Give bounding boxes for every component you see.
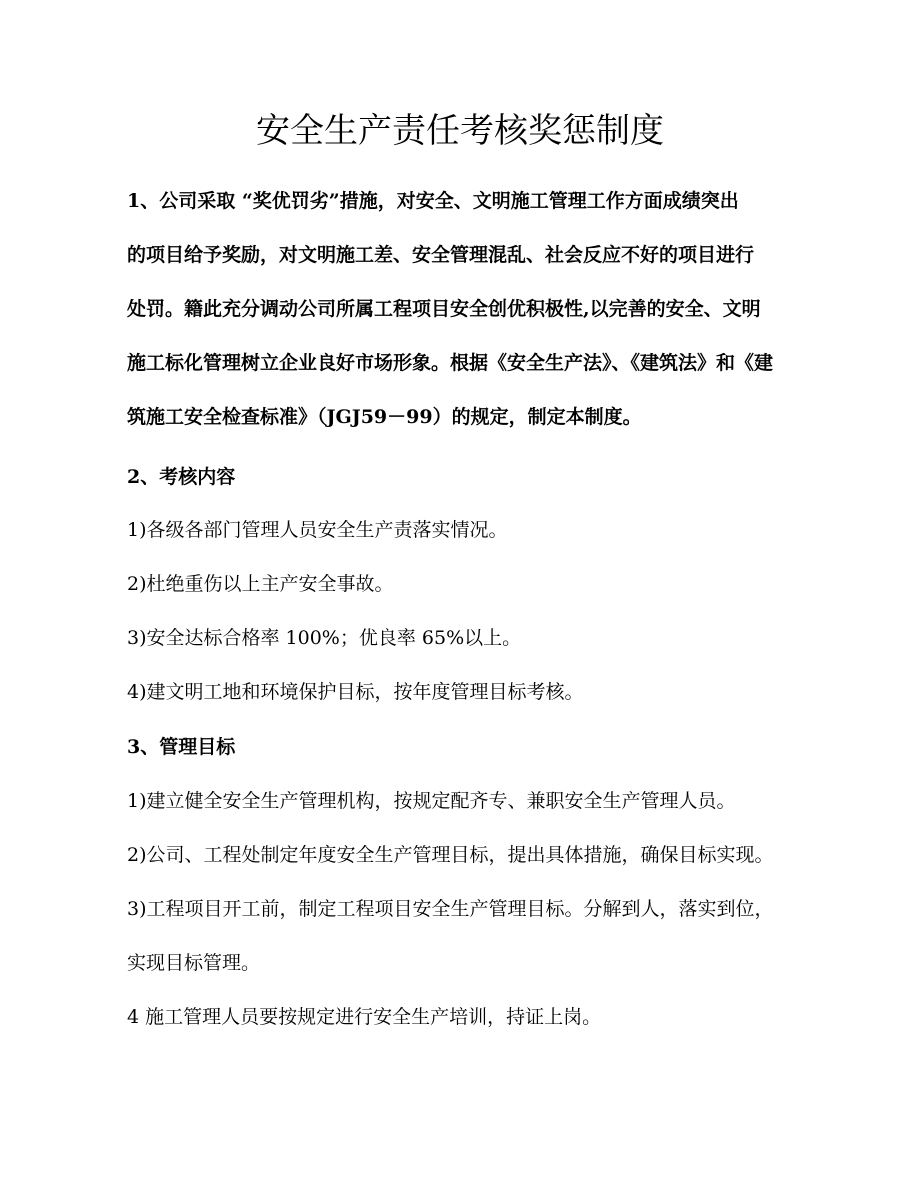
paragraph-line: 处罚。籍此充分调动公司所属工程项目安全创优积极性,以完善的安全、文明 [127, 298, 761, 320]
list-item: 4)建文明工地和环境保护目标，按年度管理目标考核。 [127, 681, 584, 703]
section2-heading: 2、考核内容 [127, 466, 236, 488]
paragraph-line: 1、公司采取 “奖优罚劣”措施，对安全、文明施工管理工作方面成绩突出 [127, 190, 739, 212]
list-item: 实现目标管理。 [127, 952, 261, 974]
paragraph-line: 筑施工安全检查标准》（JGJ59－99）的规定，制定本制度。 [127, 406, 642, 428]
paragraph-line: 的项目给予奖励，对文明施工差、安全管理混乱、社会反应不好的项目进行 [127, 244, 755, 266]
section1-paragraph [127, 174, 837, 444]
list-item: 1)建立健全安全生产管理机构，按规定配齐专、兼职安全生产管理人员。 [127, 790, 736, 812]
list-item: 1)各级各部门管理人员安全生产责落实情况。 [127, 519, 508, 541]
list-item: 4 施工管理人员要按规定进行安全生产培训，持证上岗。 [127, 1006, 602, 1028]
paragraph-line: 施工标化管理树立企业良好市场形象。根据《安全生产法》、《建筑法》和《建 [127, 352, 774, 374]
list-item: 2)公司、工程处制定年度安全生产管理目标，提出具体措施，确保目标实现。 [127, 844, 774, 866]
list-item: 3)工程项目开工前，制定工程项目安全生产管理目标。分解到人，落实到位， [127, 898, 774, 920]
section3-heading: 3、管理目标 [127, 736, 236, 758]
document-title: 安全生产责任考核奖惩制度 [256, 111, 664, 151]
list-item: 2)杜绝重伤以上主产安全事故。 [127, 573, 394, 595]
list-item: 3)安全达标合格率 100%；优良率 65%以上。 [127, 627, 522, 649]
